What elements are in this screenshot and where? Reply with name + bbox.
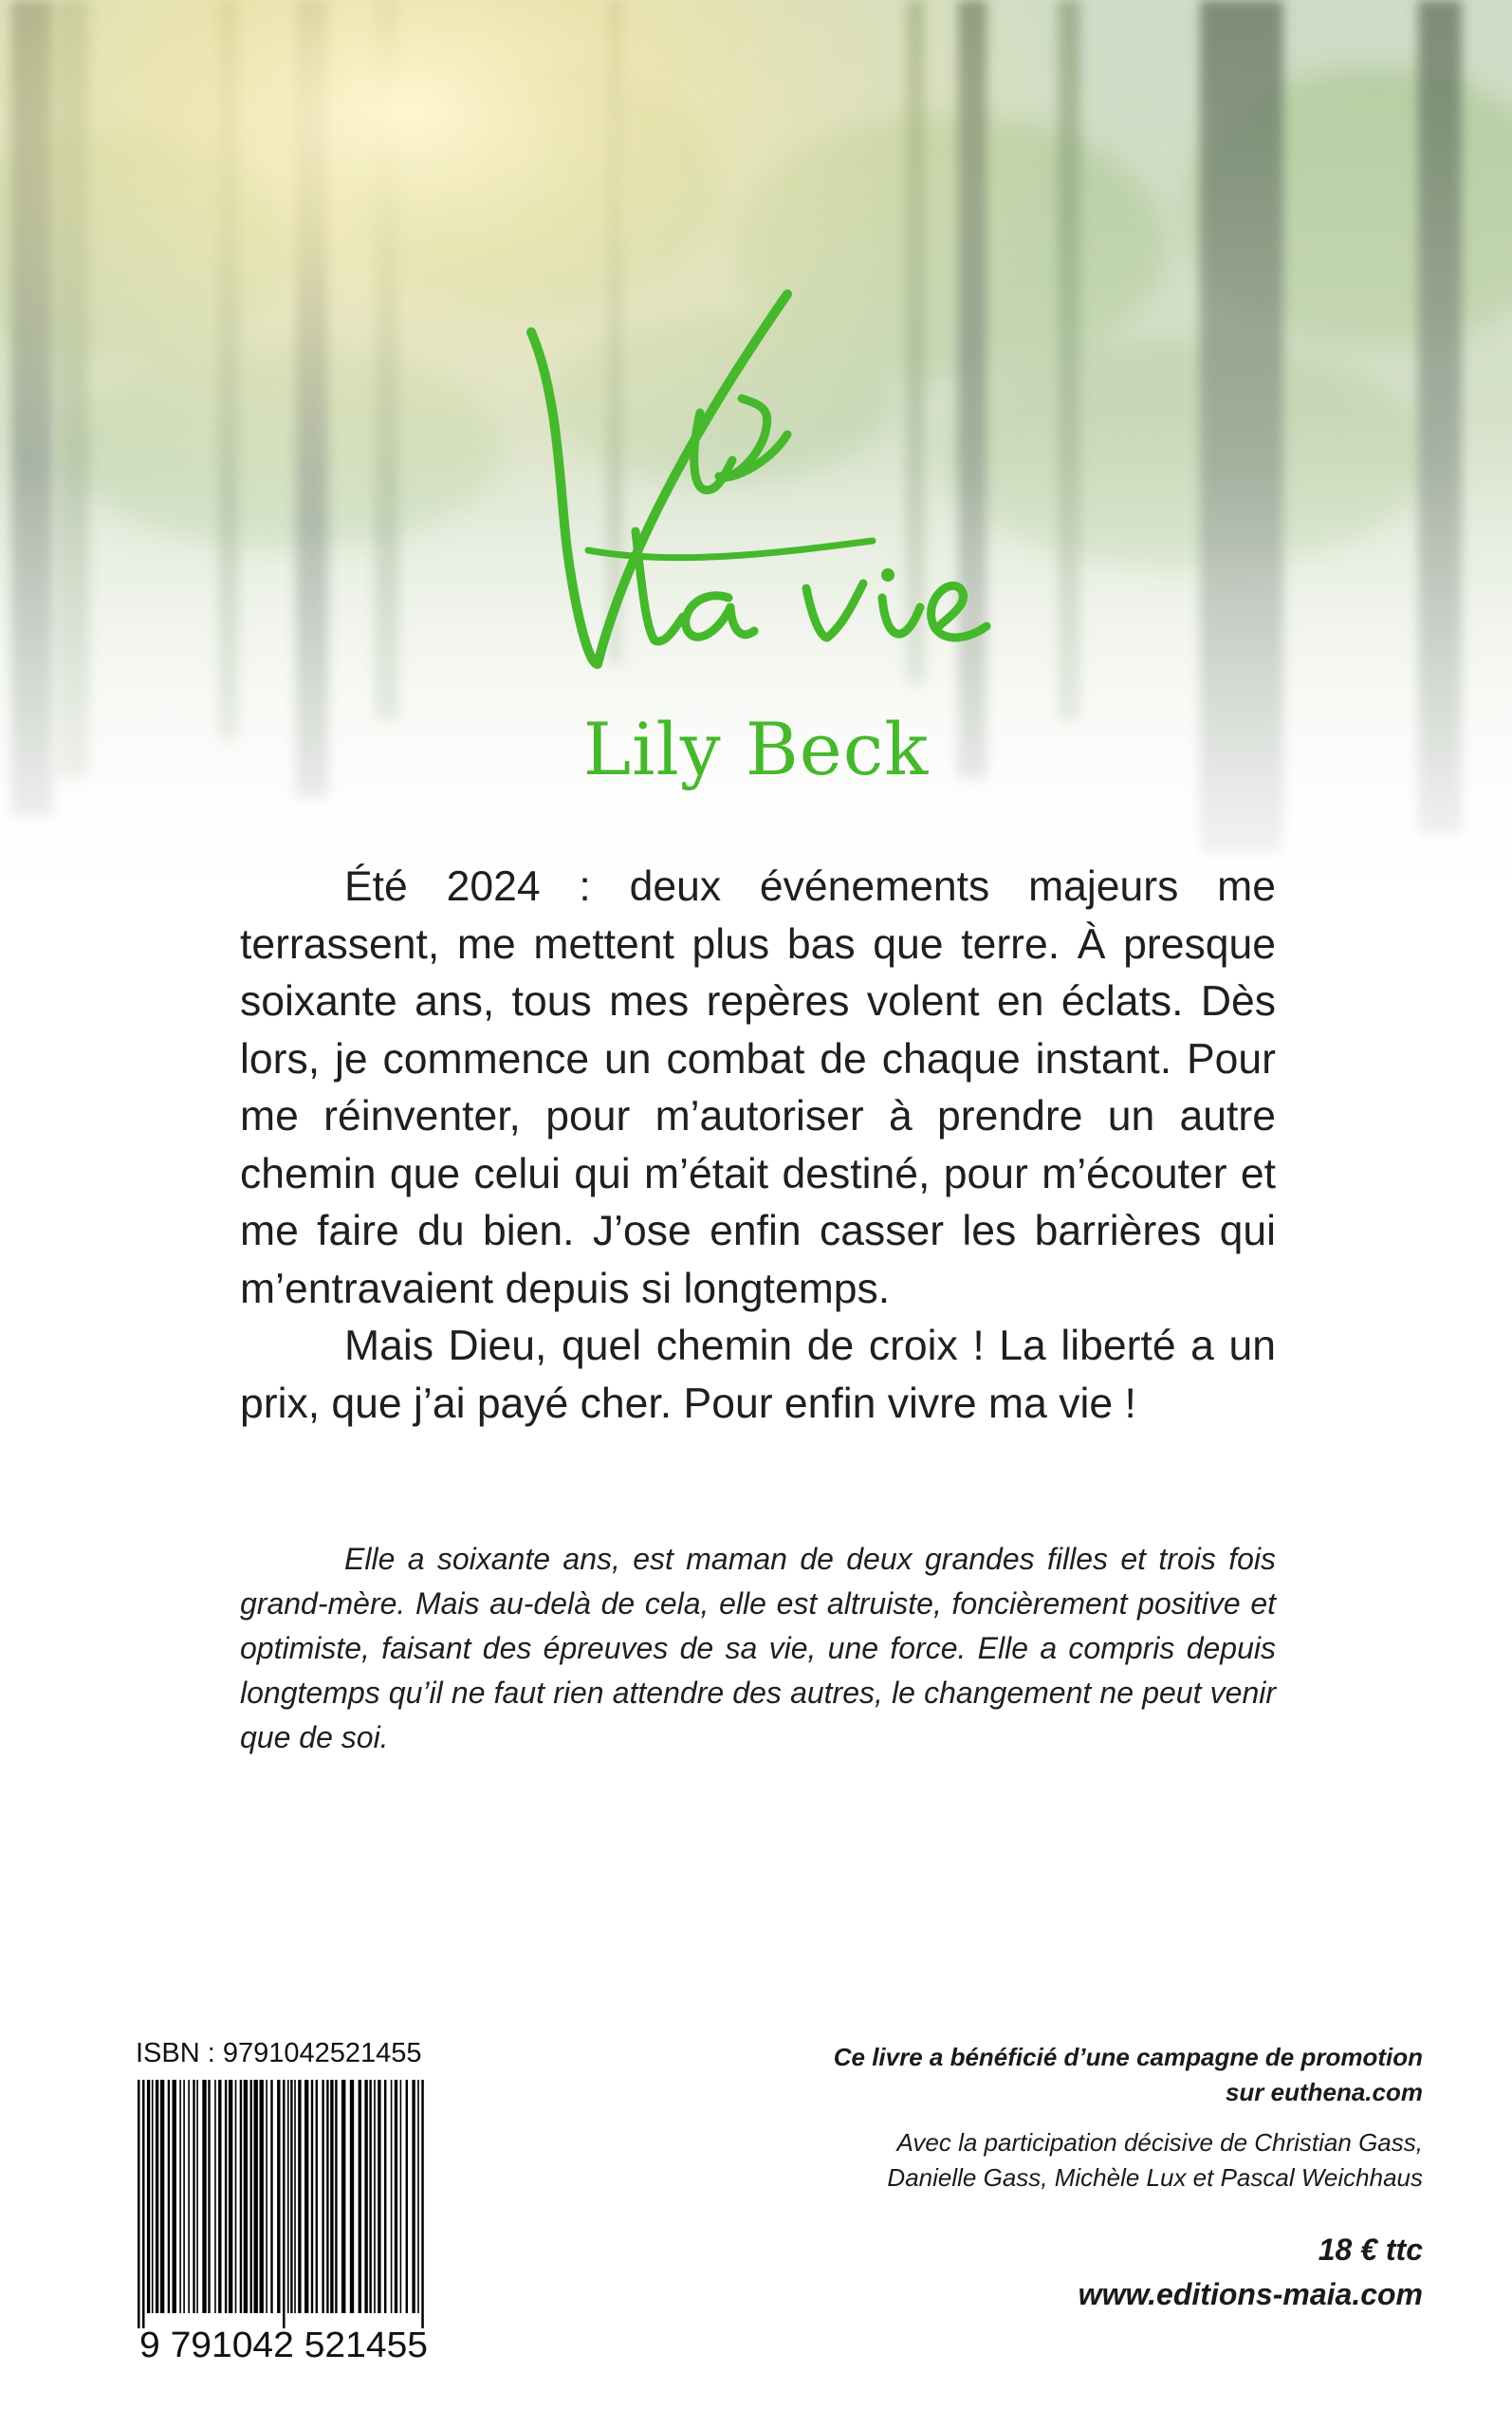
barcode-bar — [374, 2080, 376, 2313]
barcode-bar — [304, 2080, 308, 2313]
barcode-bar — [290, 2080, 292, 2313]
barcode-bar — [270, 2080, 272, 2313]
barcode-bar — [208, 2080, 210, 2313]
barcode-bar — [260, 2080, 264, 2313]
acknowledgements-line: Danielle Gass, Michèle Lux et Pascal Weichhaus — [887, 2163, 1423, 2192]
barcode-bar — [254, 2080, 258, 2313]
blurb-paragraph: Été 2024 : deux événements majeurs me terrassent, me mettent plus bas que terre. À presque soixante ans, tous mes repères volent en éclats. Dès lors, je commence un combat de chaque instant. Pour me réinventer, pour m’autoriser à prendre un autre chemin que celui qui m’était destiné, pour m’écouter et me faire du bien. J’ose enfin casser les barrières qui m’entravaient depuis si longtemps. — [240, 863, 1276, 1312]
promotion-note-line: sur euthena.com — [1225, 2078, 1423, 2106]
promotion-note-line: Ce livre a bénéficié d’une campagne de promotion — [833, 2043, 1423, 2071]
barcode-bar — [412, 2080, 415, 2313]
barcode-bar — [168, 2080, 170, 2313]
barcode-bar — [173, 2080, 176, 2313]
isbn-label: ISBN : 9791042521455 — [136, 2038, 422, 2068]
barcode-bar — [311, 2080, 313, 2313]
barcode-bar — [287, 2080, 289, 2313]
barcode-bar — [202, 2080, 206, 2313]
barcode-bar — [218, 2080, 221, 2313]
barcode-bar — [193, 2080, 194, 2313]
barcode-bar — [152, 2080, 154, 2313]
barcode-bar — [406, 2080, 408, 2313]
barcode-bar — [277, 2080, 280, 2313]
acknowledgements-line: Avec la participation décisive de Christian Gass, — [896, 2128, 1423, 2157]
barcode-bar — [421, 2080, 424, 2328]
barcode-bar — [179, 2080, 181, 2313]
back-cover-blurb — [240, 859, 1276, 1433]
barcode-bar — [400, 2080, 402, 2313]
barcode-bar — [335, 2080, 337, 2313]
barcode-bar — [359, 2080, 361, 2313]
title-script-logo — [493, 266, 1024, 683]
barcode-bar — [316, 2080, 318, 2313]
barcode-bar — [156, 2080, 158, 2313]
barcode-bar — [225, 2080, 227, 2313]
barcode-bar — [378, 2080, 380, 2313]
isbn-barcode — [136, 2080, 432, 2364]
barcode-bar — [142, 2080, 145, 2328]
barcode-bar — [138, 2080, 140, 2328]
barcode-bar — [395, 2080, 397, 2313]
barcode-bar — [417, 2080, 419, 2313]
barcode-bar — [250, 2080, 252, 2313]
barcode-bar — [160, 2080, 164, 2313]
publisher-website: www.editions-maia.com — [1078, 2277, 1423, 2311]
barcode-bar — [341, 2080, 345, 2313]
barcode-bar — [283, 2080, 286, 2328]
barcode-bar — [294, 2080, 296, 2313]
author-name: Lily Beck — [582, 707, 930, 791]
barcode-digits: 9 791042 521455 — [139, 2326, 428, 2364]
barcode-bar — [298, 2080, 301, 2313]
barcode-bar — [188, 2080, 190, 2313]
barcode-bar — [322, 2080, 323, 2313]
barcode-bar — [214, 2080, 216, 2313]
barcode-bar — [196, 2080, 198, 2313]
barcode-bar — [240, 2080, 242, 2313]
blurb-paragraph: Mais Dieu, quel chemin de croix ! La liberté a un prix, que j’ai payé cher. Pour enfin vivre ma vie ! — [240, 1323, 1276, 1427]
barcode-bar — [235, 2080, 237, 2313]
barcode-bar — [229, 2080, 232, 2313]
acknowledgements — [664, 2125, 1423, 2196]
barcode-bar — [266, 2080, 267, 2313]
author-bio: Elle a soixante ans, est maman de deux grandes filles et trois fois grand-mère. Mais au-delà de cela, elle est altruiste, foncièrement positive et optimiste, faisant des épreuves de sa vie, une force. Elle a compris depuis longtemps qu’il ne faut rien attendre des autres, le changement ne peut venir que de soi. — [240, 1542, 1276, 1754]
barcode-bar — [244, 2080, 248, 2313]
price: 18 € ttc — [1318, 2233, 1423, 2267]
barcode-bar — [364, 2080, 367, 2313]
barcode-bar — [350, 2080, 354, 2313]
barcode-bar — [147, 2080, 150, 2313]
barcode-bar — [330, 2080, 333, 2313]
promotion-note — [664, 2040, 1423, 2110]
barcode-bar — [384, 2080, 386, 2313]
barcode-bar — [369, 2080, 371, 2313]
barcode-bar — [183, 2080, 185, 2313]
barcode-bar — [391, 2080, 393, 2313]
barcode-bar — [326, 2080, 328, 2313]
